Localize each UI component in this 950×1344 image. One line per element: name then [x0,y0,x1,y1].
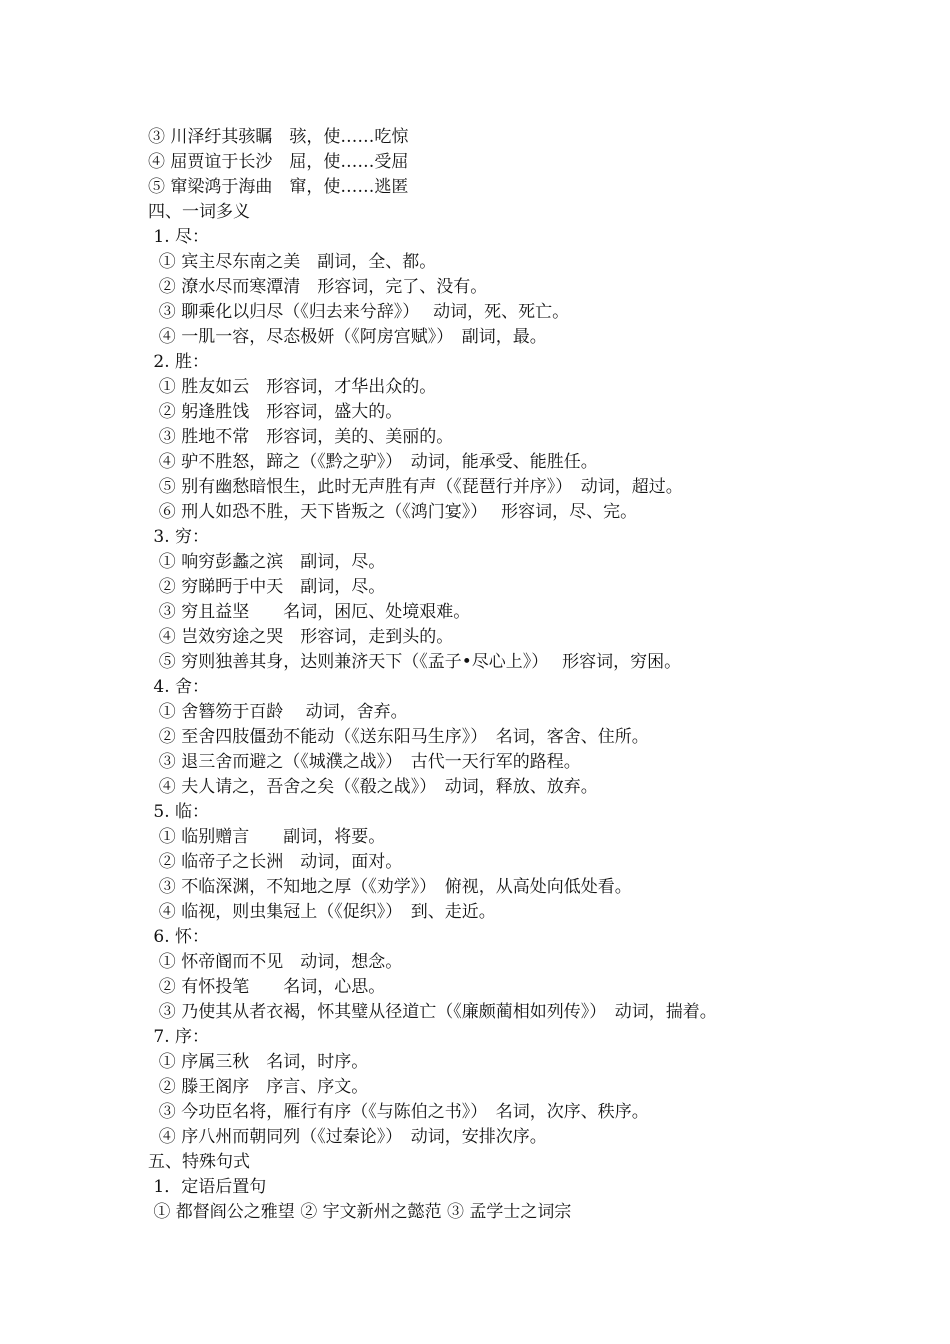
text-line: ③ 穷且益坚 名词，困厄、处境艰难。 [148,602,471,622]
text-line: ④ 驴不胜怒，蹄之（《黔之驴》） 动词，能承受、能胜任。 [148,452,598,472]
text-line: ⑤ 别有幽愁暗恨生，此时无声胜有声（《琵琶行并序》） 动词，超过。 [148,477,683,497]
text-line: ③ 不临深渊，不知地之厚（《劝学》） 俯视，从高处向低处看。 [148,877,632,897]
text-line: ① 怀帝阍而不见 动词，想念。 [148,952,403,972]
text-line: ④ 夫人请之，吾舍之矣（《殽之战》） 动词，释放、放弃。 [148,777,598,797]
text-line: ④ 岂效穷途之哭 形容词，走到头的。 [148,627,454,647]
word-heading: 2. 胜： [148,352,210,372]
text-line: ④ 临视，则虫集冠上（《促织》） 到、走近。 [148,902,496,922]
text-line: ③ 乃使其从者衣褐，怀其璧从径道亡（《廉颇蔺相如列传》） 动词，揣着。 [148,1002,717,1022]
text-line: ② 至舍四肢僵劲不能动（《送东阳马生序》） 名词，客舍、住所。 [148,727,649,747]
text-line: ① 响穷彭蠡之滨 副词，尽。 [148,552,386,572]
text-line: ④ 一肌一容，尽态极妍（《阿房宫赋》） 副词，最。 [148,327,547,347]
text-line: ③ 聊乘化以归尽（《归去来兮辞》） 动词，死、死亡。 [148,302,570,322]
word-heading: 7. 序： [148,1027,210,1047]
section-heading: 四、一词多义 [148,202,250,222]
text-line: ③ 胜地不常 形容词，美的、美丽的。 [148,427,454,447]
text-line: ③ 川泽纡其骇瞩 骇，使……吃惊 [148,127,409,147]
text-line: ② 躬逢胜饯 形容词，盛大的。 [148,402,403,422]
text-line: ③ 今功臣名将，雁行有序（《与陈伯之书》） 名词，次序、秩序。 [148,1102,649,1122]
document-body [148,125,928,1225]
text-line: ⑤ 穷则独善其身，达则兼济天下（《孟子•尽心上》） 形容词，穷困。 [148,652,682,672]
text-line: ① 舍簪笏于百龄 动词，舍弃。 [148,702,408,722]
subsection-heading: 1．定语后置句 [148,1177,267,1197]
text-line: ① 宾主尽东南之美 副词，全、都。 [148,252,437,272]
text-line: ① 都督阎公之雅望 ② 宇文新州之懿范 ③ 孟学士之词宗 [148,1202,572,1222]
text-line: ② 有怀投笔 名词，心思。 [148,977,386,997]
word-heading: 3. 穷： [148,527,210,547]
text-line: ② 潦水尽而寒潭清 形容词，完了、没有。 [148,277,488,297]
text-line: ④ 序八州而朝同列（《过秦论》） 动词，安排次序。 [148,1127,547,1147]
text-line: ① 临别赠言 副词，将要。 [148,827,386,847]
section-heading: 五、特殊句式 [148,1152,250,1172]
text-line: ④ 屈贾谊于长沙 屈，使……受屈 [148,152,409,172]
word-heading: 1. 尽： [148,227,210,247]
text-line: ② 滕王阁序 序言、序文。 [148,1077,369,1097]
word-heading: 4. 舍： [148,677,210,697]
text-line: ① 胜友如云 形容词，才华出众的。 [148,377,437,397]
text-line: ⑥ 刑人如恐不胜，天下皆叛之（《鸿门宴》） 形容词，尽、完。 [148,502,638,522]
text-line: ② 临帝子之长洲 动词，面对。 [148,852,403,872]
word-heading: 5. 临： [148,802,210,822]
word-heading: 6. 怀： [148,927,210,947]
text-line: ② 穷睇眄于中天 副词，尽。 [148,577,386,597]
text-line: ③ 退三舍而避之（《城濮之战》） 古代一天行军的路程。 [148,752,581,772]
text-line: ① 序属三秋 名词，时序。 [148,1052,369,1072]
text-line: ⑤ 窜梁鸿于海曲 窜，使……逃匿 [148,177,409,197]
